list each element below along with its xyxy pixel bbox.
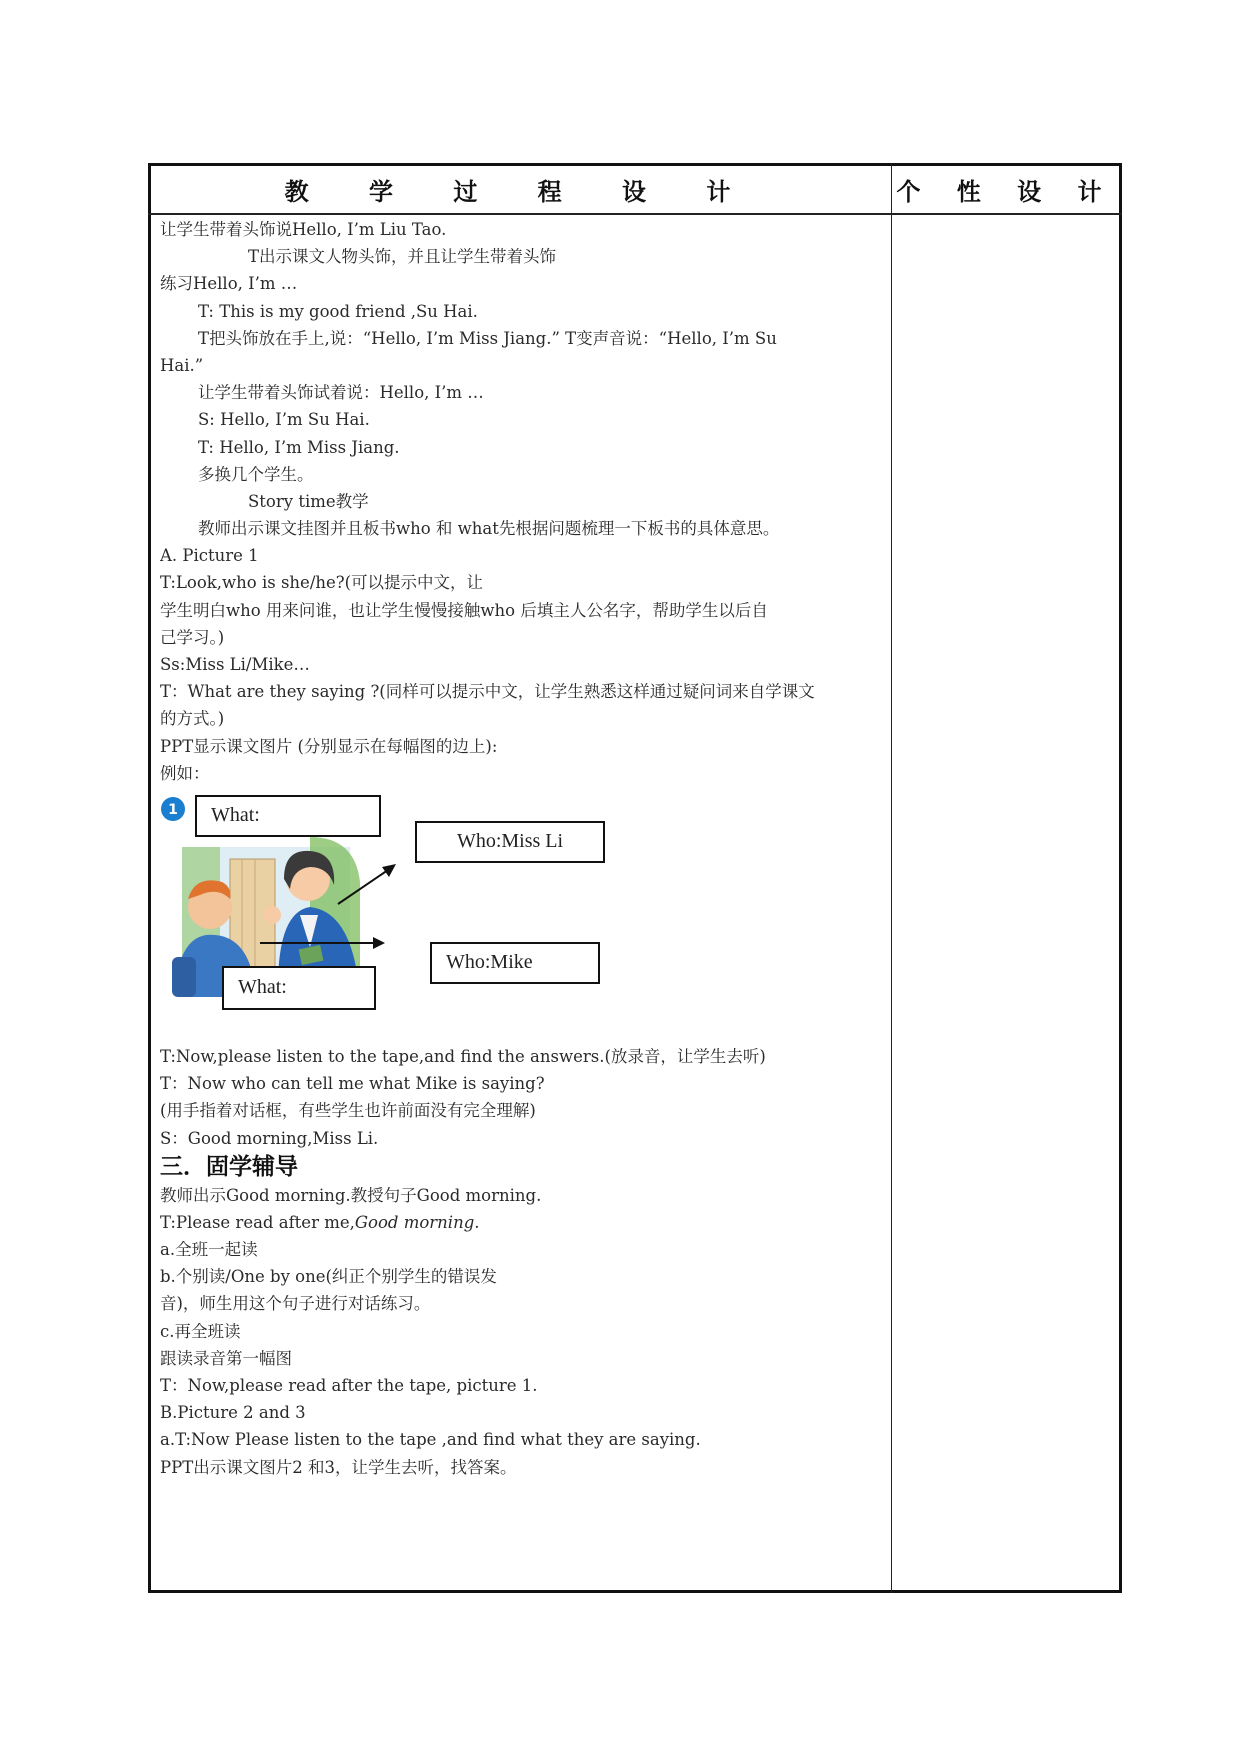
text-line bbox=[160, 733, 895, 760]
text-line-content: 让学生带着头饰试着说：Hello, I’m … bbox=[198, 383, 484, 403]
text-line-content: Hai.” bbox=[160, 355, 204, 375]
text-line bbox=[160, 1097, 895, 1124]
text-line bbox=[160, 1209, 895, 1236]
text-line-content: 练习Hello, I’m … bbox=[160, 274, 298, 294]
text-line bbox=[160, 270, 895, 297]
text-line-content: T:Please read after me, bbox=[160, 1212, 355, 1232]
text-line-content: A. Picture 1 bbox=[160, 546, 259, 566]
text-block-b bbox=[160, 1043, 895, 1152]
text-line bbox=[160, 1236, 895, 1263]
text-line-content: b.个别读/One by one(纠正个别学生的错误发 bbox=[160, 1267, 497, 1287]
badge-number: 1 bbox=[168, 801, 178, 818]
text-line bbox=[160, 406, 895, 433]
text-line-content: T:Now,please listen to the tape,and find the answers.(放录音，让学生去听) bbox=[160, 1046, 766, 1066]
text-line-content: 教师出示Good morning.教授句子Good morning. bbox=[160, 1185, 542, 1205]
lesson-content bbox=[160, 216, 895, 1481]
text-line bbox=[160, 1318, 895, 1345]
text-line-content: T: This is my good friend ,Su Hai. bbox=[198, 301, 478, 321]
text-line bbox=[160, 1263, 895, 1290]
text-line-content: Story time教学 bbox=[248, 491, 369, 511]
text-line bbox=[160, 597, 895, 624]
text-line bbox=[160, 461, 895, 488]
text-line bbox=[160, 705, 895, 732]
text-line bbox=[160, 434, 895, 461]
text-line bbox=[160, 569, 895, 596]
text-line-content: 己学习。) bbox=[160, 627, 225, 647]
what-box-top: What: bbox=[195, 795, 381, 837]
text-line-content: 学生明白who 用来问谁，也让学生慢慢接触who 后填主人公名字，帮助学生以后自 bbox=[160, 600, 768, 620]
story-figure bbox=[160, 787, 890, 1043]
text-line bbox=[160, 678, 895, 705]
text-line-content: 音)，师生用这个句子进行对话练习。 bbox=[160, 1294, 431, 1314]
text-line bbox=[160, 325, 895, 352]
text-line-content: 多换几个学生。 bbox=[198, 464, 314, 484]
text-line bbox=[160, 515, 895, 542]
text-line bbox=[160, 542, 895, 569]
text-line-content: 例如： bbox=[160, 763, 210, 783]
italic-text: Good morning. bbox=[354, 1212, 480, 1232]
text-line bbox=[160, 298, 895, 325]
text-line bbox=[160, 624, 895, 651]
text-line-content: S: Hello, I’m Su Hai. bbox=[198, 410, 370, 430]
text-line-content: 跟读录音第一幅图 bbox=[160, 1348, 292, 1368]
text-line bbox=[160, 379, 895, 406]
header-personal-design: 个 性 设 计 bbox=[896, 177, 1116, 206]
text-line bbox=[160, 1290, 895, 1317]
text-line bbox=[160, 1182, 895, 1209]
text-line-content: T：What are they saying ?(同样可以提示中文，让学生熟悉这样通过疑问词来自学课文 bbox=[160, 682, 815, 702]
text-line-content: 的方式。) bbox=[160, 709, 225, 729]
text-line bbox=[160, 243, 895, 270]
text-line bbox=[160, 488, 895, 515]
text-line-content: T:Look,who is she/he?(可以提示中文，让 bbox=[160, 573, 484, 593]
text-line-content: Ss:Miss Li/Mike… bbox=[160, 655, 310, 674]
text-line-content: a.全班一起读 bbox=[160, 1240, 258, 1260]
section-title: 三．固学辅导 bbox=[160, 1153, 298, 1180]
text-line bbox=[160, 760, 895, 787]
text-line-content: a.T:Now Please listen to the tape ,and find what they are saying. bbox=[160, 1430, 701, 1450]
text-line-content: c.再全班读 bbox=[160, 1321, 241, 1341]
header-divider bbox=[148, 213, 1122, 215]
text-line-content: T把头饰放在手上,说：“Hello, I’m Miss Jiang.” T变声音说：“Hello, I’m Su bbox=[198, 328, 777, 348]
text-line-content: T：Now,please read after the tape, picture 1. bbox=[160, 1376, 538, 1395]
text-line bbox=[160, 1426, 895, 1453]
text-line-content: T: Hello, I’m Miss Jiang. bbox=[198, 437, 400, 457]
text-line bbox=[160, 352, 895, 379]
text-line-content: PPT出示课文图片2 和3，让学生去听，找答案。 bbox=[160, 1457, 517, 1477]
text-line bbox=[160, 216, 895, 243]
text-line bbox=[160, 1454, 895, 1481]
text-line bbox=[160, 1372, 895, 1399]
text-line bbox=[160, 1345, 895, 1372]
text-line-content: 让学生带着头饰说Hello, I’m Liu Tao. bbox=[160, 220, 447, 239]
text-line-content: T：Now who can tell me what Mike is saying? bbox=[160, 1074, 545, 1094]
text-line bbox=[160, 1043, 895, 1070]
text-line bbox=[160, 1070, 895, 1097]
text-line bbox=[160, 1399, 895, 1426]
text-block-a bbox=[160, 216, 895, 787]
text-line-content: T出示课文人物头饰，并且让学生带着头饰 bbox=[248, 247, 557, 267]
text-line-content: S：Good morning,Miss Li. bbox=[160, 1128, 379, 1148]
text-line-content: PPT显示课文图片 (分别显示在每幅图的边上): bbox=[160, 736, 498, 756]
text-line-content: 教师出示课文挂图并且板书who 和 what先根据问题梳理一下板书的具体意思。 bbox=[198, 519, 780, 539]
text-line bbox=[160, 651, 895, 678]
text-line-content: (用手指着对话框，有些学生也许前面没有完全理解) bbox=[160, 1101, 536, 1121]
what-box-bottom: What: bbox=[222, 966, 376, 1010]
header-teaching-process: 教 学 过 程 设 计 bbox=[284, 177, 757, 206]
text-line-content: B.Picture 2 and 3 bbox=[160, 1403, 306, 1423]
who-box-mike: Who:Mike bbox=[430, 942, 600, 984]
who-box-miss-li: Who:Miss Li bbox=[415, 821, 605, 863]
text-line bbox=[160, 1125, 895, 1152]
text-block-c bbox=[160, 1182, 895, 1481]
